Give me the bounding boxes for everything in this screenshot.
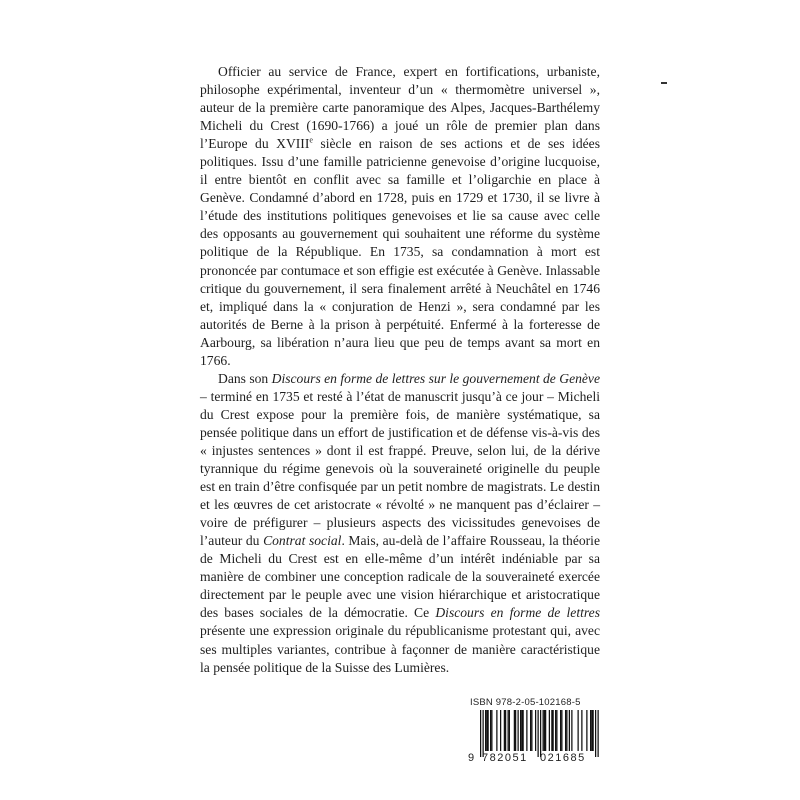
barcode-bars — [468, 710, 600, 757]
barcode-digit-first: 9 — [468, 752, 475, 764]
paragraph-1-text-b: siècle en raison de ses actions et de ses idées politiques. Issu d’une famille patricienne genevoise d’origine lucquoise, il entre bientôt en conflit avec sa famille et l’oligarchie en place à Genève. Condamné d’abord en 1728, puis en 1729 et 1730, il se livre à l’étude des institutions politiques genevoises et lie sa cause avec celle des opposants au gouvernement qui souhaitent une réforme du système politique de la République. En 1735, sa condamnation à mort est prononcée par contumace et son effigie est exécutée à Genève. Inlassable critique du gouvernement, il sera finalement arrêté à Neuchâtel en 1746 et, impliqué dans la « conjuration de Henzi », sera condamné par les autorités de Berne à la prison à perpétuité. Enfermé à la forteresse de Aarbourg, sa libération n’aura lieu que peu de temps avant sa mort en 1766. — [200, 136, 600, 368]
barcode-bar — [593, 710, 594, 751]
book-title-italic: Discours en forme de lettres sur le gouvernement de Genève — [271, 370, 600, 386]
barcode-bar — [505, 710, 506, 751]
paragraph-1-text-a: Officier au service de France, expert en fortifications, urbaniste, philosophe expérimental, inventeur d’un « thermomètre universel », auteur de la première carte panoramique des Alpes, Jacques-Barthélemy Micheli du Crest (1690-1766) a joué un rôle de premier plan dans l’Europe du XVIII — [200, 64, 600, 152]
barcode-bar — [551, 710, 552, 751]
barcode-bar — [496, 710, 497, 751]
barcode-bar — [515, 710, 516, 751]
paragraph-1 — [200, 63, 600, 370]
barcode-bar — [486, 710, 487, 751]
contrat-social-italic: Contrat social — [263, 533, 342, 549]
paragraph-2-text-d: présente une expression originale du républicanisme protestant qui, avec ses multiples variantes, contribue à façonner de manière caractéristique la pensée politique de la Suisse des Lumières. — [200, 623, 600, 675]
barcode-bar — [540, 710, 541, 757]
barcode-bar — [520, 710, 521, 751]
barcode-bar — [490, 710, 491, 751]
paragraph-2-text-c: . Mais, au-delà de l’affaire Rousseau, la théorie de Micheli du Crest est en elle-même d’un intérêt indéniable par sa manière de combiner une conception radicale de la souveraineté exercée directement par le peuple avec une vision hiérarchique et aristocratique des bases sociales de la démocratie. Ce — [200, 533, 600, 621]
barcode-bar — [526, 710, 527, 751]
barcode-bar — [560, 710, 561, 751]
barcode-bar — [598, 710, 599, 757]
barcode-bar — [500, 710, 501, 751]
barcode-bar — [553, 710, 554, 751]
paragraph-2-text-a: Dans son — [218, 370, 272, 386]
barcode-bar — [485, 710, 486, 751]
barcode-bar — [538, 710, 539, 757]
barcode-bar — [488, 710, 489, 751]
century-superscript: e — [309, 135, 313, 145]
barcode-bar — [543, 710, 544, 751]
barcode-bar — [566, 710, 567, 751]
barcode-bar — [581, 710, 582, 751]
barcode-bar — [535, 710, 536, 751]
barcode-digits-left: 782051 — [482, 752, 528, 764]
barcode-bar — [578, 710, 579, 751]
barcode-bar — [545, 710, 546, 751]
barcode-bar — [530, 710, 531, 751]
barcode-bar — [508, 710, 509, 751]
barcode-bar — [480, 710, 481, 757]
barcode-bar — [518, 710, 519, 751]
barcode-bar — [586, 710, 587, 751]
barcode-bar — [561, 710, 562, 751]
barcode-bar — [521, 710, 522, 751]
barcode-bar — [483, 710, 484, 757]
isbn-barcode — [468, 697, 600, 765]
barcode-bar — [504, 710, 505, 751]
barcode-bar — [556, 710, 557, 751]
barcode-bar — [549, 710, 550, 751]
discours-italic: Discours en forme de lettres — [435, 605, 600, 621]
barcode-bar — [555, 710, 556, 751]
isbn-label: ISBN 978-2-05-102168-5 — [470, 697, 581, 708]
barcode-bar — [565, 710, 566, 751]
barcode-bar — [531, 710, 532, 751]
barcode-bar — [509, 710, 510, 751]
barcode-digits — [468, 752, 600, 765]
barcode-bar — [544, 710, 545, 751]
barcode-bar — [514, 710, 515, 751]
barcode-bar — [491, 710, 492, 751]
blurb-text — [200, 63, 600, 677]
barcode-bar — [569, 710, 570, 751]
barcode-digits-right: 021685 — [540, 752, 586, 764]
barcode-bar — [571, 710, 572, 751]
paragraph-2 — [200, 370, 600, 677]
barcode-bar — [590, 710, 591, 751]
dash-mark — [661, 82, 667, 84]
barcode-bar — [523, 710, 524, 751]
barcode-bar — [591, 710, 592, 751]
paragraph-2-text-b: – terminé en 1735 et resté à l’état de manuscrit jusqu’à ce jour – Micheli du Crest expose pour la première fois, de manière systématique, sa pensée politique dans un effort de justification et de défense vis-à-vis des « injustes sentences » dont il est frappé. Preuve, selon lui, de la dérive tyrannique du régime genevois où la souveraineté originelle du peuple est en train d’être confisquée par un petit nombre de magistrats. Le destin et les œuvres de cet aristocrate « révolté » ne manquent pas d’éclairer – voire de préfigurer – plusieurs aspects des vicissitudes genevoises de l’auteur du — [200, 388, 600, 549]
barcode-bar — [595, 710, 596, 757]
